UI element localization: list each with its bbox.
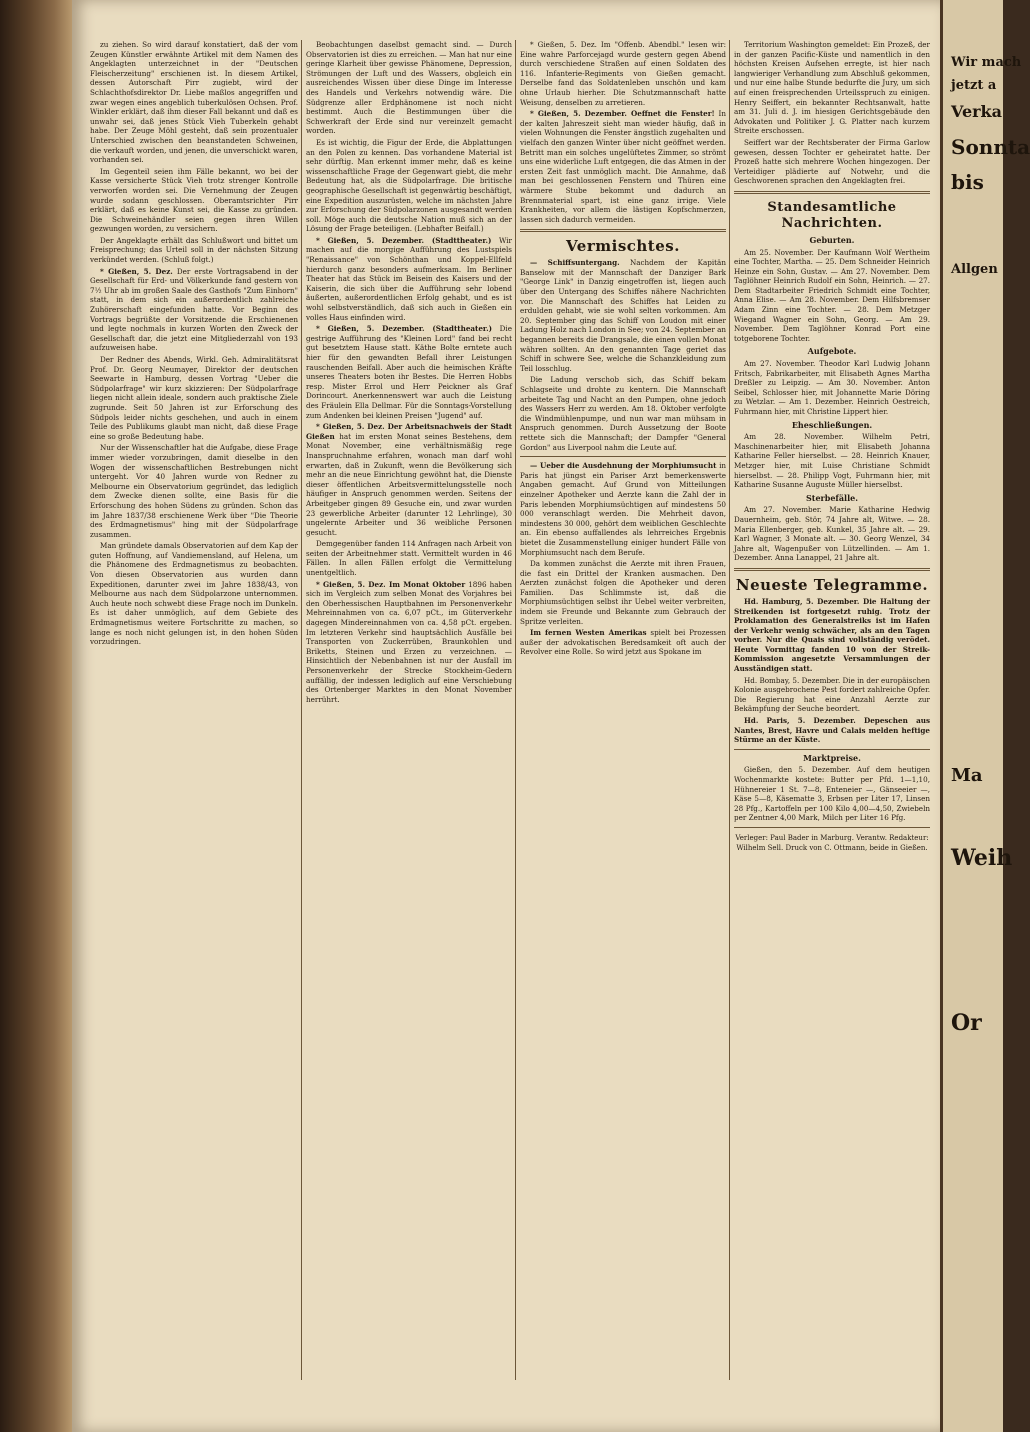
marriages-text: Am 28. November. Wilhelm Petri, Maschinenarbeiter hier, mit Elisabeth Johanna Katharine Feller hierselbst. — 28. Heinrich Knauer, Metzger hier, mit Luise Christiane Schmidt hierselbst. — 28. Philipp Vogt, Fuhrmann hier, mit Katharine Susanne Auguste Müller hierselbst.	[734, 432, 930, 490]
article-text: Im Gegenteil seien ihm Fälle bekannt, wo bei der Kasse versicherte Stück Vieh trotz strenger Kontrolle verworfen worden sei. Die Vernehmung der Zeugen wurde sodann geschlossen. Oberamtsrichter Pirr erklärt, daß es keine Kunst sei, die Kasse zu gründen. Die Schweinehändler seien gegen ihren Willen gezwungen worden, zu versichern.	[90, 166, 298, 234]
article-text: zu ziehen. So wird darauf konstatiert, daß der vom Zeugen Künstler erwähnte Artikel mit dem Namen des Angeklagten unterzeichnet in der "Deutschen Fleischerzeitung" erschienen ist. In diesem Artikel, dessen Autorschaft Pirr zugiebt, wird der Schlachthofsdirektor Dr. Liebe maßlos angegriffen und zwar wegen eines angeblich tuberkulösen Ochsen. Prof. Winkler erklärt, daß ihm dieser Fall bekannt und daß es unwahr sei, daß jenes Stück Vieh Tuberkeln gehabt habe. Der Zeuge Möhl gesteht, daß sein prozentualer Unterschied zwischen den beanstandeten Schweinen, die verkauft worden, und jenen, die unverschickt waren, vorhanden sei.	[90, 40, 298, 165]
section-heading-vermischtes: Vermischtes.	[566, 237, 680, 256]
article-text: Die gestrige Aufführung des "Kleinen Lord" fand bei recht gut besetztem Hause statt. Käthe Bolte erntete auch hier für den gewandten Befall ihrer Leistungen rauschenden Beifall. Aber auch die heimischen Kräfte unseres Theaters boten ihr Bestes. Die Herren Hobbs resp. Mister Errol und Herr Peickner als Graf Dorincourt. Anerkennenswert war auch die Leistung des Fräulein Ella Dellmar. Für die Sonntags-Vorstellung zum Andenken bei kleinen Preisen "Jugend" auf.	[306, 324, 512, 420]
book-binding	[0, 0, 72, 1432]
newspaper-page	[72, 0, 940, 1432]
article-dateline: * Gießen, 5. Dezember. (Stadttheater.)	[316, 324, 492, 334]
article-text: Da kommen zunächst die Aerzte mit ihren Frauen, die fast ein Drittel der Kranken ausmachen. Den Aerzten zunächst folgen die Apotheker und deren Familien. Das Schlimmste ist, daß die Morphiumsüchtigen selbst ihr Uebel weiter verbreiten, indem sie Freunde und Bekannte zum Gebrauch der Spritze verleiten.	[520, 559, 726, 626]
article-dateline: * Gießen, 5. Dezember. (Stadttheater.)	[316, 235, 492, 245]
market-text: Gießen, den 5. Dezember. Auf dem heutigen Wochenmarkte kostete: Butter per Pfd. 1—1,10, Hühnereier 1 St. 7—8, Enteneier —, Gänseeier —, Käse 5—8, Käsematte 3, Erbsen per Liter 17, Linsen 28 Pfg., Kartoffeln per 100 Kilo 4,00—4,50, Zwiebeln per Zentner 4,00 Mark, Milch per Liter 16 Pfg.	[734, 765, 930, 823]
article-text: Demgegenüber fanden 114 Anfragen nach Arbeit von seiten der Arbeitnehmer statt. Vermittelt wurden in 46 Fällen. In allen Fällen erfolgt die Vermittelung unentgeltlich.	[306, 539, 512, 578]
article-text: Territorium Washington gemeldet: Ein Prozeß, der in der ganzen Pacific-Küste und namentlich in den höchsten Kreisen Aufsehen erregte, ist hier nach langwieriger Verhandlung zum Abschluß gekommen, und nur eine halbe Stunde bedurfte die Jury, um sich auf einen freisprechenden Urteilsspruch zu einigen. Henry Seiffert, ein bekannter Rechtsanwalt, hatte am 31. Juli d. J. im hiesigen Gerichtsgebäude den Advokaten und Politiker J. G. Platter nach kurzem Streite erschossen.	[734, 40, 930, 136]
column-1	[90, 40, 298, 1380]
births-text: Am 25. November. Der Kaufmann Wolf Wertheim eine Tochter, Martha. — 25. Dem Schneider Heinrich Heinze ein Sohn, Gustav. — Am 27. November. Dem Taglöhner Heinrich Rudolf ein Sohn, Heinrich. — 27. Dem Stadtarbeiter Friedrich Schmidt eine Tochter, Anna Elise. — Am 28. November. Dem Hilfsbremser Adam Zinn eine Tochter. — 28. Dem Metzger Wiegand Wagner ein Sohn, Georg. — Am 29. November. Dem Taglöhner Konrad Port eine totgeborene Tochter.	[734, 247, 930, 343]
article-dateline: * Gießen, 5. Dezember. Oeffnet die Fenster!	[530, 109, 715, 119]
ad-fragment: Allgen	[951, 262, 998, 277]
telegram-text: Hd. Hamburg, 5. Dezember. Die Haltung der Streikenden ist fortgesetzt ruhig. Trotz der Proklamation des Generalstreiks ist im Hafen der Verkehr wenig schwächer, als an den Tagen vorher. Nur die Quais sind vollständig verödet. Heute Vormittag fanden 10 von der Streik-Kommission angesetzte Versammlungen der Ausständigen statt.	[734, 596, 930, 674]
column-3	[520, 40, 726, 1380]
subheading-banns: Aufgebote.	[807, 346, 857, 357]
article-dateline: Im fernen Westen Amerikas	[530, 628, 647, 638]
banns-text: Am 27. November. Theodor Karl Ludwig Johann Fritsch, Fabrikarbeiter, mit Elisabeth Agnes Martha Dreßler zu Leipzig. — Am 30. November. Anton Seibel, Schlosser hier, mit Johannette Marie Döring zu Wetzlar. — Am 1. Dezember. Heinrich Oestreich, Fuhrmann hier, mit Christine Lippert hier.	[734, 359, 930, 416]
column-rule	[515, 40, 516, 1380]
column-4	[734, 40, 930, 1380]
article-dateline: * Gießen, 5. Dez.	[100, 266, 173, 276]
column-rule	[301, 40, 302, 1380]
ad-fragment: Weih	[951, 845, 1013, 871]
article-dateline: * Gießen, 5. Dez. Im Monat Oktober	[316, 579, 466, 589]
column-rule	[729, 40, 730, 1380]
subheading-market: Marktpreise.	[803, 752, 861, 763]
ad-fragment: bis	[951, 170, 984, 194]
divider	[734, 827, 930, 828]
subheading-marriages: Eheschließungen.	[791, 419, 873, 430]
article-text: Nachdem der Kapitän Banselow mit der Mannschaft der Danziger Bark "George Link" in Danzig eingetroffen ist, liegen auch über den Untergang des Schiffes nähere Nachrichten vor. Die Mannschaft des Schiffes hat Leiden zu erdulden gehabt, wie sie wohl selten vorkommen. Am 20. September ging das Schiff von Loudon mit einer Ladung Holz nach London in See; von 24. September an begannen bereits die Drangsale, die einen vollen Monat währen sollten. An den genannten Tage geriet das Schiff in schwere See, welche die Schanzkleidung zum Teil losschlug.	[520, 258, 726, 373]
adjacent-page-edge	[940, 0, 1030, 1432]
ad-fragment: Or	[951, 1010, 982, 1036]
article-text: Der Redner des Abends, Wirkl. Geh. Admiralitätsrat Prof. Dr. Georg Neumayer, Direktor der deutschen Seewarte in Hamburg, dessen Vortrag "Ueber die Südpolarfrage" wir kurz skizzieren: Der Südpolarfrage liegen nicht allein ideale, sondern auch praktische Ziele zugrunde. Seit 50 Jahren ist zur Erforschung des Südpols leider nichts geschehen, und auch in einem Teile des Publikums glaubt man nicht, daß diese Frage eine so große Bedeutung habe.	[90, 355, 298, 441]
ad-fragment: Ma	[951, 765, 983, 786]
ad-fragment: Wir mach	[951, 55, 1022, 70]
subheading-births: Geburten.	[809, 234, 855, 245]
article-text: Der Angeklagte erhält das Schlußwort und bittet um Freisprechung; das Urteil soll in der nächsten Sitzung verkündet werden. (Schluß folgt.)	[90, 235, 298, 265]
section-heading-telegrams: Neueste Telegramme.	[735, 575, 929, 594]
ad-fragment: Verka	[951, 102, 1003, 121]
article-text: Es ist wichtig, die Figur der Erde, die Abplattungen an den Polen zu kennen. Das vorhandene Material ist sehr dürftig. Man erkennt immer mehr, daß es keine wissenschaftliche Frage der Gegenwart giebt, die mehr Bedeutung hat, als die Südpolarfrage. Die britische geographische Gesellschaft ist gegenwärtig beschäftigt, eine Expedition auszurüsten, welche im nächsten Jahre zur Erforschung der Südpolarzonen ausgesandt werden soll. Möge auch die deutsche Nation muß sich an der Lösung der Frage beteiligen. (Lebhafter Beifall.)	[306, 137, 512, 234]
article-text: Wir machen auf die morgige Aufführung des Lustspiels "Renaissance" von Schönthan und Koppel-Ellfeld hierdurch ganz besonders aufmerksam. Im Berliner Theater hat das Stück im Beisein des Kaisers und der Kaiserin, die sich über die Aufführung sehr lobend äußerten, außerordentlichen Erfolg gehabt, und es ist wohl selbstverständlich, daß sich auch in Gießen ein volles Haus einfinden wird.	[306, 235, 512, 322]
article-dateline: * Gießen, 5. Dez. Der Arbeitsnachweis der Stadt Gießen	[306, 422, 512, 441]
article-text: Beobachtungen daselbst gemacht sind. — Durch Observatorien ist dies zu erreichen. — Man hat nur eine geringe Klarheit über gewisse Phänomene, Depression, Strömungen der Luft und des Wassers, obgleich ein ausreichendes Wissen über diese Dinge im Interesse des Handels und Verkehrs notwendig wäre. Die Südgrenze aller Erdphänomene ist noch nicht bestimmt. Auch die Bestimmungen über die Schwerkraft der Erde sind nur vereinzelt gemacht worden.	[306, 40, 512, 136]
article-text: Man gründete damals Observatorien auf dem Kap der guten Hoffnung, auf Vandiemensland, auf Helena, um die Phänomene des Erdmagnetismus zu beobachten. Von diesen Observatorien aus wurden dann Expeditionen, darunter zwei im Jahre 1838/43, von Melbourne aus nach dem Südpolarzone unternommen. Auch heute noch schwebt diese Frage noch im Dunkeln. Es ist daher unmöglich, auf dem Gebiete des Erdmagnetismus weitere Fortschritte zu machen, so lange es noch nicht gelungen ist, in den hohen Süden vorzudringen.	[90, 541, 298, 647]
article-text: Der erste Vortragsabend in der Gesellschaft für Erd- und Völkerkunde fand gestern von 7½ Uhr ab im großen Saale des Gasthofs "Zum Einhorn" statt, in dem sich ein außerordentlich zahlreiche Zuhörerschaft eingefunden hatte. Vor Beginn des Vortrags begrüßte der Vorsitzende die Erschienenen und legte nochmals in kurzen Worten den Zweck der Gesellschaft dar, die jetzt eine Mitgliederzahl von 193 aufzuweisen habe.	[90, 266, 298, 353]
article-text: * Gießen, 5. Dez. Im "Offenb. Abendbl." lesen wir: Eine wahre Parforcejagd wurde gestern gegen Abend durch verschiedene Straßen auf einen Soldaten des 116. Infanterie-Regiments von Gießen gemacht. Derselbe fand das Soldatenleben unschön und kam ohne Urlaub hierher. Die Schutzmannschaft hatte Weisung, denselben zu arretieren.	[520, 40, 726, 107]
article-text: Seiffert war der Rechtsberater der Firma Garlow gewesen, dessen Tochter er geheiratet hatte. Der Prozeß hatte sich mehrere Wochen hingezogen. Der Verteidiger plädierte auf Notwehr, und die Geschworenen sprachen den Angeklagten frei.	[734, 137, 930, 186]
article-text: in Paris hat jüngst ein Pariser Arzt bemerkenswerte Angaben gemacht. Auf Grund von Mitteilungen einzelner Apotheker und Aerzte kann die Zahl der in Paris lebenden Morphiumsüchtigen auf mindestens 50 000 veranschlagt werden. Die Mehrheit davon, mindestens 30 000, gehört dem weiblichen Geschlechte an. Ein ebenso auffallendes als lehrreiches Ergebnis bietet die Zusammenstellung einiger hundert Fälle von Morphiumsucht nach dem Berufe.	[520, 461, 726, 557]
ad-fragment: Sonnta	[951, 135, 1030, 159]
article-text: In der kalten Jahreszeit sieht man wieder häufig, daß in vielen Wohnungen die Fenster ängstlich zugehalten und vielfach den ganzen Winter über nicht geöffnet werden. Betritt man ein solches ungelüftetes Zimmer, so strömt uns eine widerliche Luft entgegen, die das Atmen in der ersten Zeit fast unmöglich macht. Die Annahme, daß man bei geschlossenen Fenstern und Thüren eine wärmere Stube bekommt und dadurch an Brennmaterial spart, ist eine ganz irrige. Viele Krankheiten, vor allem die lästigen Kopfschmerzen, lassen sich dadurch vermeiden.	[520, 109, 726, 224]
section-divider	[520, 229, 726, 232]
section-divider	[734, 568, 930, 571]
column-2	[306, 40, 512, 1380]
deaths-text: Am 27. November. Marie Katharine Hedwig Dauernheim, geb. Stör, 74 Jahre alt, Witwe. — 28. Maria Ellenberger, geb. Kunkel, 35 Jahre alt. — 29. Karl Wagner, 3 Monate alt. — 30. Georg Wenzel, 34 Jahre alt, Wagenpußer von Lützellinden. — Am 1. Dezember. Anna Lanappel, 21 Jahre alt.	[734, 505, 930, 563]
article-dateline: — Schiffsuntergang.	[530, 258, 620, 268]
article-text: 1896 haben sich im Vergleich zum selben Monat des Vorjahres bei den Oberhessischen Hauptbahnen im Personenverkehr Mehreinnahmen von ca. 6,07 pCt., im Güterverkehr dagegen Mindereinnahmen von ca. 4,58 pCt. ergeben. Im letzteren Verkehr sind hauptsächlich Ausfälle bei Transporten von Zuckerrüben, Braunkohlen und Briketts, Steinen und Erzen zu verzeichnen. — Hinsichtlich der Nebenbahnen ist nur der Ausfall im Personenverkehr der Strecke Stockheim-Gedern auffällig, der indessen lediglich auf eine Verschiebung des Ortenberger Marktes in den Monat November herrührt.	[306, 579, 512, 704]
article-text: Nur der Wissenschaftler hat die Aufgabe, diese Frage immer wieder vorzubringen, damit dieselbe in den Wogen der wissenschaftlichen Bestrebungen nicht untergeht. Vor 40 Jahren wurde von Redner zu Melbourne ein Observatorium gegründet, das lediglich dem Zwecke dienen sollte, eine Basis für die Erforschung des hohen Südens zu gründen. Schon das im Jahre 1837/38 erschienene Werk über "Die Theorie des Erdmagnetismus" hing mit der Südpolarfrage zusammen.	[90, 443, 298, 539]
article-text: spielt bei Prozessen außer der advokatischen Beredsamkeit oft auch der Revolver eine Rolle. So wird jetzt aus Spokane im	[520, 628, 726, 657]
article-text: hat im ersten Monat seines Bestehens, dem Monat November, eine verhältnismäßig rege Inanspruchnahme erfahren, wonach man darf wohl erwarten, daß in Zukunft, wenn die Bevölkerung sich mehr an die neue Einrichtung gewöhnt hat, die Dienste dieser öffentlichen Arbeitsvermittelungsstelle noch häufiger in Anspruch genommen werden. Seitens der Arbeitgeber gingen 89 Gesuche ein, und zwar wurden 23 gewerbliche Arbeiter (darunter 12 Lehrlinge), 30 ungelernte Arbeiter und 36 weibliche Personen gesucht.	[306, 431, 512, 537]
article-text: Die Ladung verschob sich, das Schiff bekam Schlagseite und drohte zu kentern. Die Mannschaft arbeitete Tag und Nacht an den Pumpen, ohne jedoch des Wassers Herr zu werden. Am 18. Oktober verfolgte die Windmühlenpumpe, und nun war man mühsam in Anspruch genommen. Durch Aussetzung der Boote rettete sich die Mannschaft; der Dampfer "General Gordon" aus Liverpool nahm die Leute auf.	[520, 375, 726, 452]
subheading-deaths: Sterbefälle.	[805, 492, 859, 503]
section-divider	[734, 191, 930, 194]
divider	[734, 749, 930, 750]
divider	[520, 456, 726, 457]
ad-fragment: jetzt a	[951, 78, 997, 93]
section-heading-standesamt: Standesamtliche Nachrichten.	[767, 199, 897, 231]
telegram-text: Hd. Bombay, 5. Dezember. Die in der europäischen Kolonie ausgebrochene Pest fordert zahlreiche Opfer. Die Regierung hat eine Anzahl Aerzte zur Bekämpfung der Seuche beordert.	[734, 675, 930, 714]
article-dateline: — Ueber die Ausdehnung der Morphiumsucht	[530, 461, 717, 471]
imprint: Verleger: Paul Bader in Marburg. Verantw. Redakteur: Wilhelm Sell. Druck von C. Ottmann, beide in Gießen.	[735, 833, 929, 852]
telegram-text: Hd. Paris, 5. Dezember. Depeschen aus Nantes, Brest, Havre und Calais melden heftige Stürme an der Küste.	[734, 716, 930, 745]
